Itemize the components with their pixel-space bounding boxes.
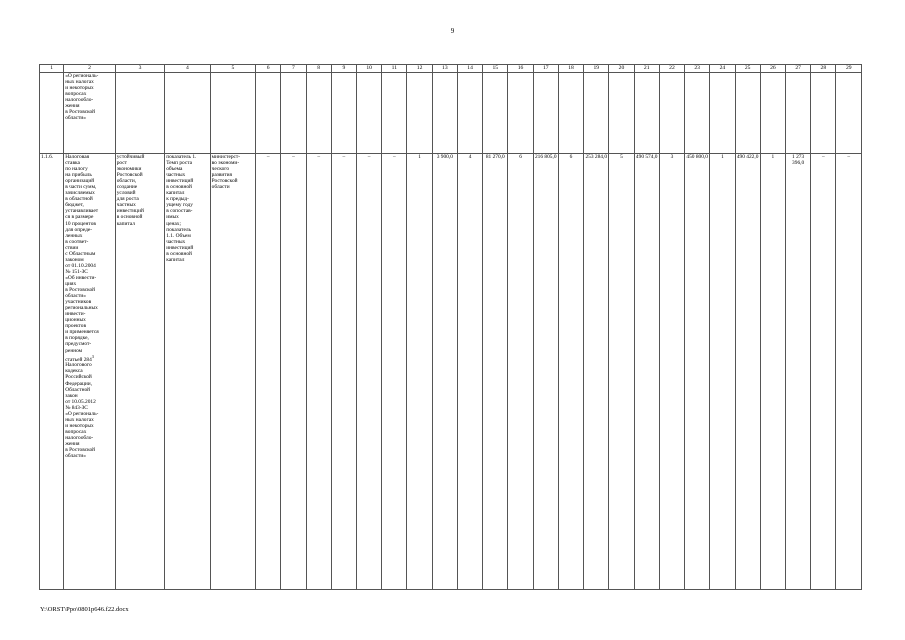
value-cell: 5 [609,154,634,590]
column-number-cell: 8 [306,65,331,73]
table-cell [836,73,862,154]
table-cell [634,73,659,154]
column-number-cell: 21 [634,65,659,73]
table-cell [281,73,306,154]
value-cell: 3 [659,154,684,590]
value-cell: 6 [508,154,533,590]
table-cell [256,73,281,154]
column-number-cell: 28 [811,65,836,73]
column-number-cell: 18 [558,65,583,73]
value-cell: 1 [710,154,735,590]
column-number-cell: 13 [432,65,457,73]
value-cell: 81 270,0 [483,154,508,590]
article-superscript: 3 [91,353,94,359]
file-path-footer: Y:\ORST\Ppo\0801p646.f22.docx [40,606,129,613]
table-cell [609,73,634,154]
column-number-cell: 7 [281,65,306,73]
value-cell: 4 [457,154,482,590]
column-number-cell: 1 [40,65,64,73]
table-cell [306,73,331,154]
column-number-cell: 19 [584,65,609,73]
table-cell [811,73,836,154]
column-number-cell: 16 [508,65,533,73]
table-cell [457,73,482,154]
table-cell [407,73,432,154]
column-number-cell: 5 [210,65,255,73]
column-number-cell: 4 [165,65,210,73]
value-cell: – [331,154,356,590]
table-cell [760,73,785,154]
value-cell: 490 574,0 [634,154,659,590]
value-cell: – [256,154,281,590]
column-number-cell: 12 [407,65,432,73]
value-cell: – [281,154,306,590]
table-cell [165,73,210,154]
table-cell [40,73,64,154]
column-number-cell: 11 [382,65,407,73]
table-row [40,154,862,590]
value-cell: 450 800,0 [685,154,710,590]
value-cell: – [382,154,407,590]
value-cell: – [811,154,836,590]
column-number-cell: 2 [64,65,116,73]
table-cell [432,73,457,154]
value-cell: – [836,154,862,590]
value-cell: 6 [558,154,583,590]
value-cell: 216 805,0 [533,154,558,590]
table-cell [710,73,735,154]
description-part-a: Налоговая ставка по налогу на прибыль организаций в части сумм, зачисляемых в областной бюджет, устанавливает ся в размере 10 процентов для опреде- ленных в соответ- ствии с Областным законом от 01.10.2004 № 151-ЗС «Об инвести- циях в Ростовской области» участников региональных инвести- ционных проектов и применяется в порядке, предусмот- ренном статьей 284 [65,154,99,363]
column-number-cell: 25 [735,65,760,73]
table-cell [584,73,609,154]
table-cell [508,73,533,154]
page-number: 9 [450,27,455,35]
value-cell: 1 273 396,0 [786,154,811,590]
value-cell: 490 422,0 [735,154,760,590]
table-cell [659,73,684,154]
tax-benefit-description [64,154,116,590]
column-number-cell: 6 [256,65,281,73]
table-cell [685,73,710,154]
column-number-cell: 26 [760,65,785,73]
row-number: 1.1.6. [40,154,64,590]
column-number-cell: 17 [533,65,558,73]
document-table [39,64,862,590]
goal-cell: устойчивый рост экономики Ростовской области, создание условий для роста частных инвестиций в основной капитал [115,154,164,590]
column-number-cell: 15 [483,65,508,73]
table-cell [483,73,508,154]
curator-cell: министерст- во экономи- ческого развития Ростовской области [210,154,255,590]
value-cell: 1 [407,154,432,590]
value-cell: – [357,154,382,590]
column-number-cell: 9 [331,65,356,73]
table-cell [115,73,164,154]
column-number-cell: 29 [836,65,862,73]
value-cell: 3 900,0 [432,154,457,590]
column-number-cell: 3 [115,65,164,73]
column-number-cell: 20 [609,65,634,73]
table-cell [382,73,407,154]
table-cell [331,73,356,154]
table-cell [558,73,583,154]
table-cell [357,73,382,154]
column-number-cell: 23 [685,65,710,73]
table-cell [786,73,811,154]
value-cell: 1 [760,154,785,590]
indicator-cell: показатель 1. Темп роста объема частных инвестиций в основной капитал к предыд- ущему году в сопостав- имых ценах; показатель 1.1. Объем частных инвестиций в основной капитал [165,154,210,590]
law-reference-cell: «О региональ- ных налогах и некоторых вопросах налогообло- жения в Ростовской области» [64,73,116,154]
table-cell [210,73,255,154]
column-number-cell: 10 [357,65,382,73]
column-number-cell: 22 [659,65,684,73]
table-cell [533,73,558,154]
column-number-row [40,65,862,73]
column-number-cell: 27 [786,65,811,73]
table-cell [735,73,760,154]
column-number-cell: 14 [457,65,482,73]
column-number-cell: 24 [710,65,735,73]
description-part-b: Налогового кодекса Российской Федерации, Областной закон от 10.05.2012 № 843-ЗС «О региональ- ных налогах и некоторых вопросах налогообло- жения в Ростовской области» [65,362,99,460]
continuation-row [40,73,862,154]
value-cell: – [306,154,331,590]
value-cell: 253 284,0 [584,154,609,590]
